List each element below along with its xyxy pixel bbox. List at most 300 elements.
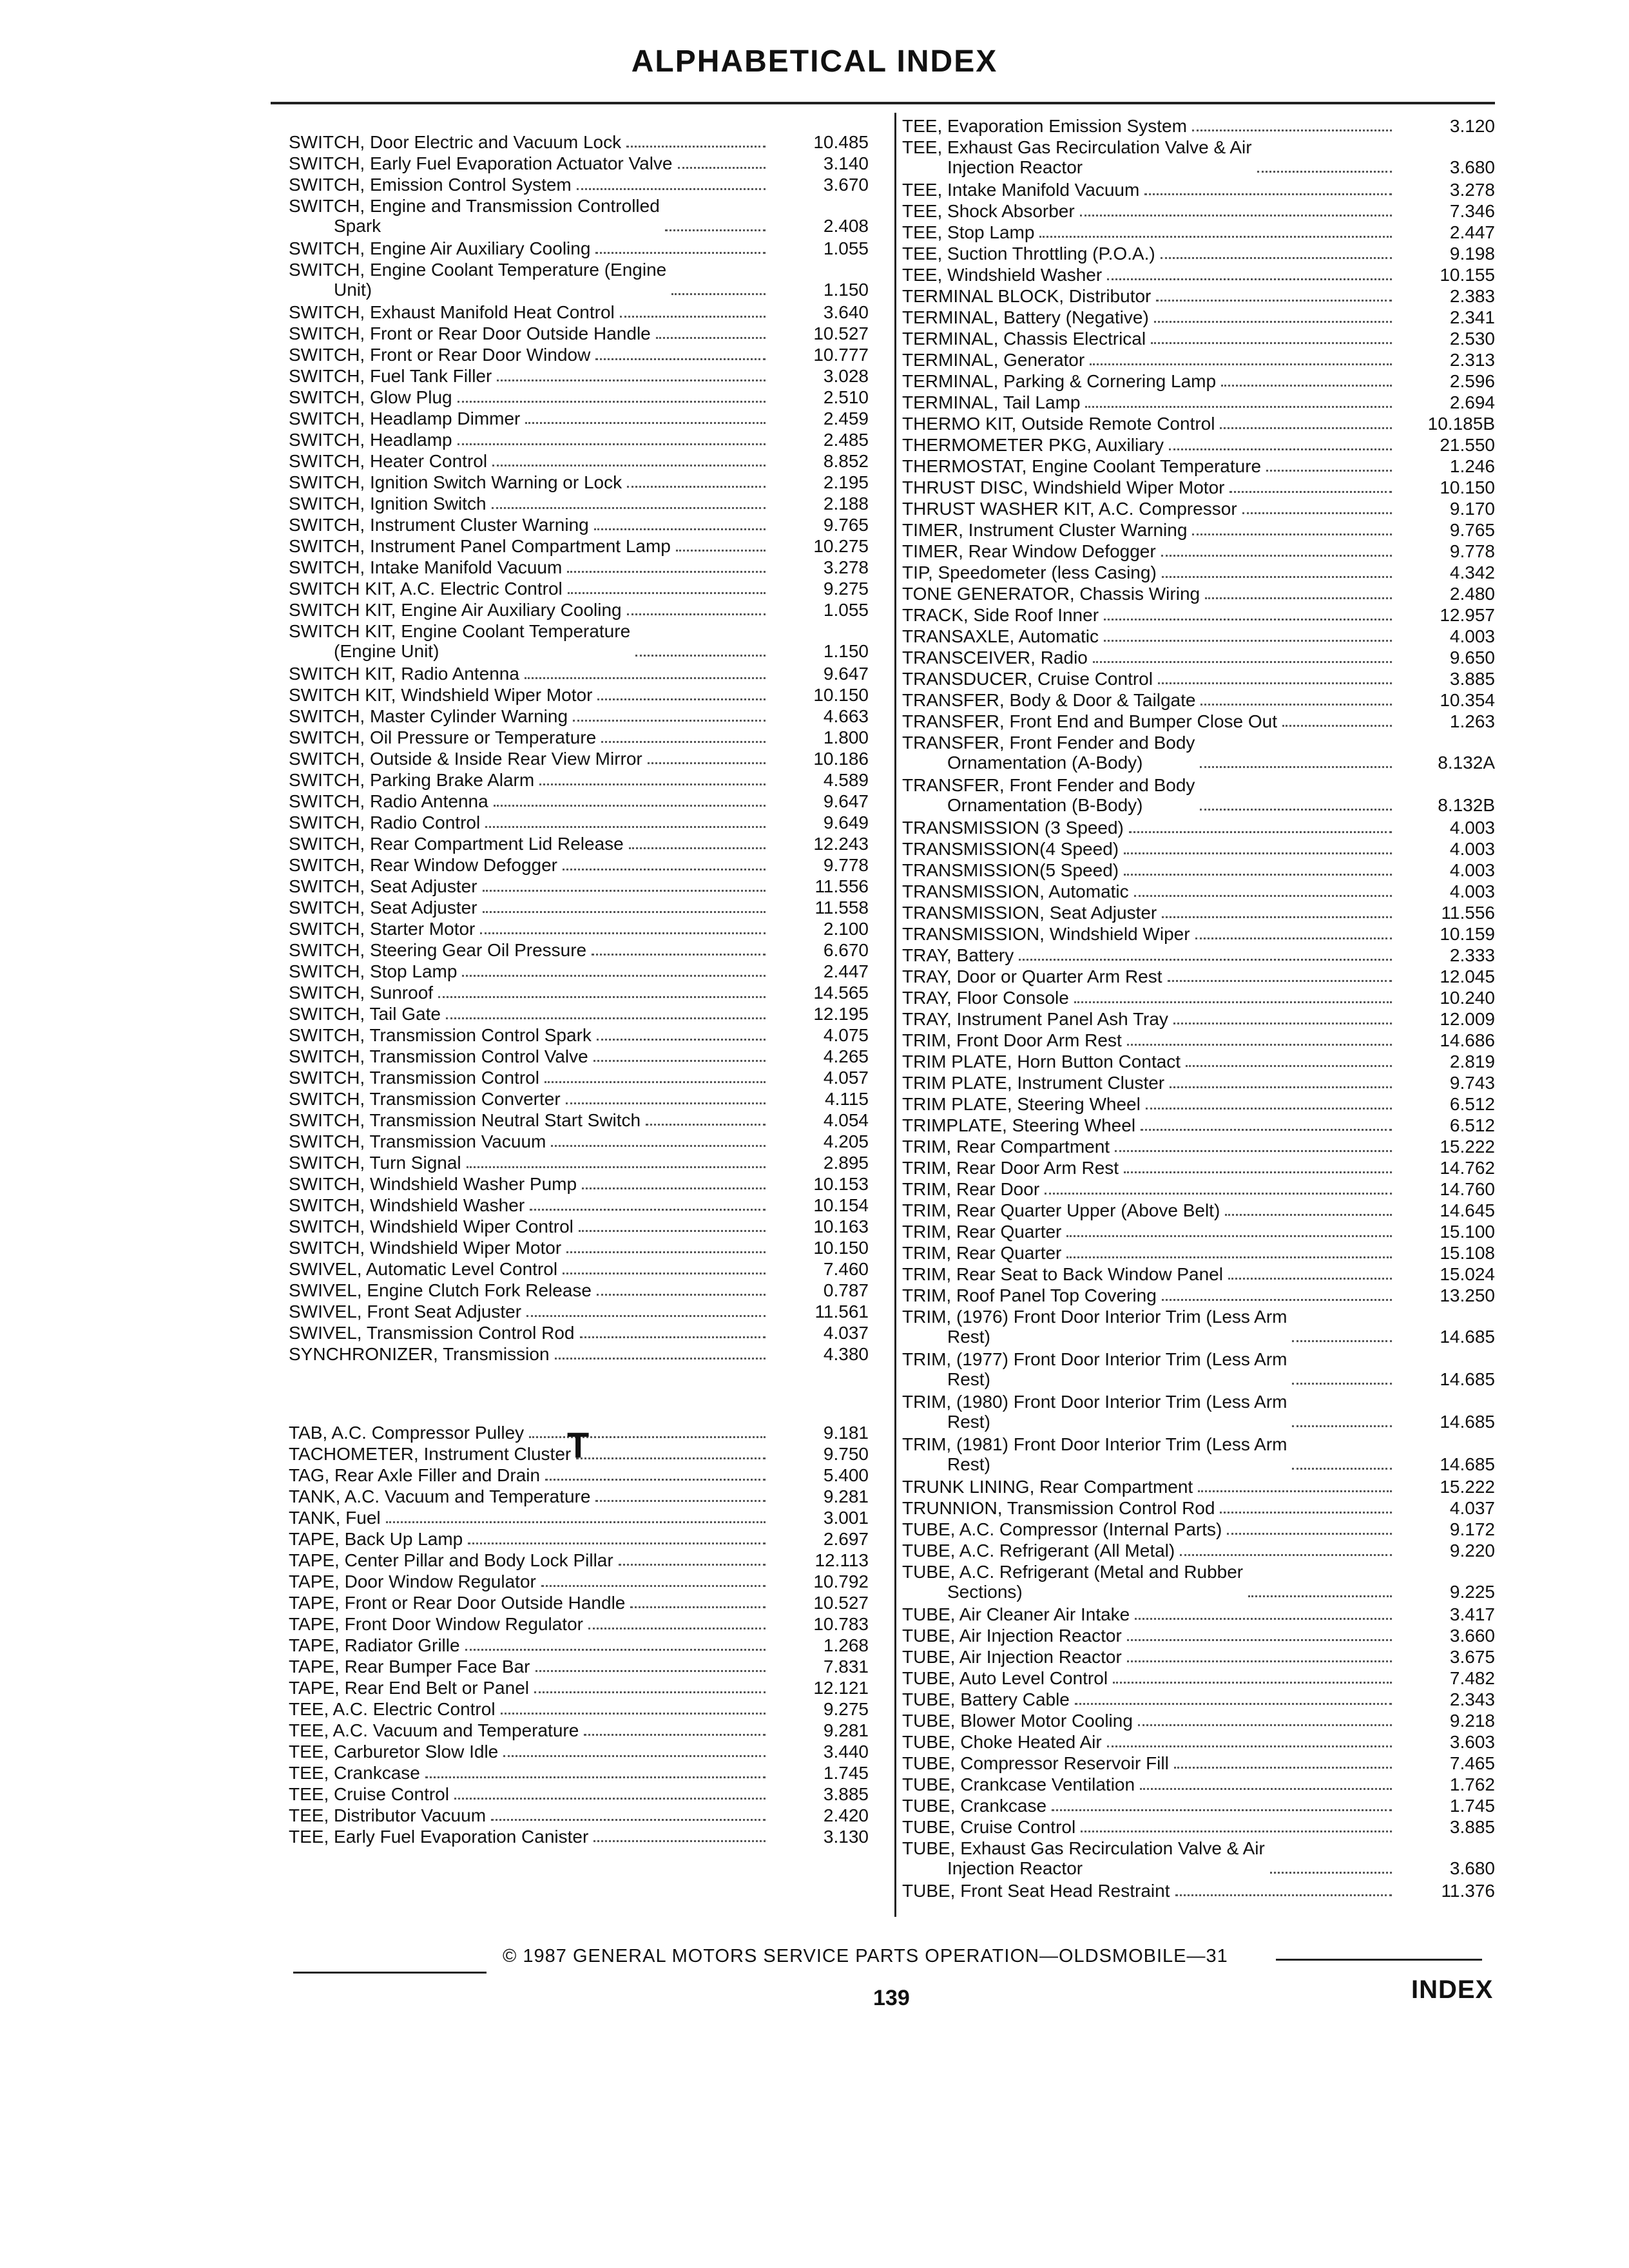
entry-text: TRANSMISSION(4 Speed) xyxy=(902,839,1119,859)
entry-reference-number: 3.680 xyxy=(1449,1858,1495,1878)
index-entry xyxy=(902,1753,1495,1773)
entry-label xyxy=(902,137,1392,177)
dot-leader xyxy=(386,1521,766,1523)
entry-text: TUBE, Air Injection Reactor xyxy=(902,1647,1122,1667)
entry-label xyxy=(289,1614,766,1634)
entry-text: TAPE, Door Window Regulator xyxy=(289,1571,536,1592)
entry-reference-number: 9.172 xyxy=(1449,1519,1495,1539)
entry-label xyxy=(902,818,1392,838)
dot-leader xyxy=(1161,555,1392,557)
entry-text: TRANSCEIVER, Radio xyxy=(902,648,1088,668)
entry-text: TUBE, Crankcase Ventilation xyxy=(902,1774,1135,1794)
entry-reference-number: 0.787 xyxy=(823,1280,869,1300)
column-divider xyxy=(894,113,896,1917)
entry-reference-number: 1.055 xyxy=(823,600,869,620)
entry-reference-number: 3.417 xyxy=(1449,1604,1495,1624)
dot-leader xyxy=(539,783,766,785)
entry-label xyxy=(289,153,766,173)
entry-text: SWITCH, Engine Coolant Temperature (Engine Unit) xyxy=(289,260,667,300)
entry-label xyxy=(902,201,1392,221)
dot-leader xyxy=(1104,619,1392,620)
entry-reference-number: 12.195 xyxy=(813,1004,869,1024)
dot-leader xyxy=(1205,597,1392,599)
dot-leader xyxy=(1221,385,1392,387)
index-entry xyxy=(289,685,869,705)
index-entry xyxy=(289,1593,869,1613)
entry-label xyxy=(289,302,766,322)
entry-label xyxy=(289,685,766,705)
dot-leader xyxy=(1066,1235,1392,1237)
entry-reference-number: 3.885 xyxy=(1449,1817,1495,1837)
entry-reference-number: 10.792 xyxy=(813,1571,869,1592)
dot-leader xyxy=(1141,1129,1392,1131)
entry-reference-number: 6.512 xyxy=(1449,1115,1495,1135)
index-entry xyxy=(289,983,869,1003)
index-entry xyxy=(289,451,869,471)
entry-label xyxy=(289,983,766,1003)
dot-leader xyxy=(627,486,766,488)
entry-text: TRAY, Instrument Panel Ash Tray xyxy=(902,1009,1168,1029)
entry-reference-number: 14.685 xyxy=(1440,1412,1495,1432)
entry-reference-number: 15.100 xyxy=(1440,1222,1495,1242)
entry-reference-number: 4.003 xyxy=(1449,839,1495,859)
entry-reference-number: 9.275 xyxy=(823,1699,869,1720)
entry-reference-number: 1.762 xyxy=(1449,1774,1495,1794)
entry-label xyxy=(902,1030,1392,1050)
entry-text: TRIM, Rear Quarter Upper (Above Belt) xyxy=(902,1200,1220,1220)
entry-text: SWITCH, Seat Adjuster xyxy=(289,898,477,918)
index-entry xyxy=(902,1626,1495,1646)
entry-text: SWITCH, Stop Lamp xyxy=(289,961,458,981)
dot-leader xyxy=(525,422,766,424)
index-entry xyxy=(289,1302,869,1321)
entry-label xyxy=(902,1668,1392,1688)
entry-reference-number: 14.565 xyxy=(813,983,869,1003)
entry-reference-number: 3.885 xyxy=(1449,669,1495,689)
footer-rule-left xyxy=(293,1972,487,1974)
index-entry xyxy=(289,600,869,620)
entry-label xyxy=(289,515,766,535)
entry-reference-number: 6.512 xyxy=(1449,1094,1495,1114)
entry-text: TAPE, Back Up Lamp xyxy=(289,1529,463,1550)
entry-label xyxy=(902,1137,1392,1157)
entry-reference-number: 2.510 xyxy=(823,387,869,407)
dot-leader xyxy=(1039,236,1392,238)
index-entry xyxy=(289,855,869,875)
entry-label xyxy=(289,727,766,747)
dot-leader xyxy=(483,911,766,913)
index-entry xyxy=(289,727,869,747)
entry-reference-number: 2.195 xyxy=(823,472,869,492)
entry-reference-number: 9.647 xyxy=(823,664,869,684)
entry-text: SWITCH, Glow Plug xyxy=(289,387,452,407)
entry-text: TAPE, Front or Rear Door Outside Handle xyxy=(289,1593,626,1613)
entry-label xyxy=(902,1519,1392,1539)
index-entry xyxy=(902,286,1495,306)
index-entry xyxy=(902,648,1495,668)
index-entry xyxy=(902,414,1495,434)
entry-reference-number: 9.275 xyxy=(823,579,869,599)
entry-reference-number: 7.465 xyxy=(1449,1753,1495,1773)
entry-text: TRUNNION, Transmission Control Rod xyxy=(902,1498,1215,1518)
entry-label xyxy=(289,1763,766,1783)
entry-reference-number: 1.150 xyxy=(823,280,869,300)
entry-text: TEE, Exhaust Gas Recirculation Valve & Air Injection Reactor xyxy=(902,137,1252,177)
entry-label xyxy=(902,1222,1392,1242)
index-entry xyxy=(289,1486,869,1506)
index-entry xyxy=(289,196,869,236)
entry-text: TAPE, Rear End Belt or Panel xyxy=(289,1678,529,1698)
entry-text: TUBE, Exhaust Gas Recirculation Valve & Air Injection Reactor xyxy=(902,1838,1265,1878)
entry-label xyxy=(902,116,1392,136)
dot-leader xyxy=(1168,980,1392,982)
entry-reference-number: 10.777 xyxy=(813,345,869,365)
index-entry xyxy=(902,860,1495,880)
entry-label xyxy=(902,669,1392,689)
entry-reference-number: 4.075 xyxy=(823,1025,869,1045)
entry-text: TUBE, A.C. Refrigerant (Metal and Rubber Sections) xyxy=(902,1562,1244,1602)
entry-label xyxy=(902,1009,1392,1029)
entry-text: TAPE, Front Door Window Regulator xyxy=(289,1614,583,1635)
index-entry xyxy=(902,966,1495,986)
entry-label xyxy=(902,1689,1392,1709)
index-entry xyxy=(902,307,1495,327)
index-entry xyxy=(289,430,869,450)
entry-reference-number: 15.108 xyxy=(1440,1243,1495,1263)
entry-reference-number: 14.762 xyxy=(1440,1158,1495,1178)
entry-reference-number: 2.100 xyxy=(823,919,869,939)
entry-text: TEE, Shock Absorber xyxy=(902,201,1075,221)
entry-reference-number: 6.670 xyxy=(823,940,869,960)
index-entry xyxy=(902,1137,1495,1157)
entry-text: SWITCH, Engine Air Auxiliary Cooling xyxy=(289,238,591,258)
entry-label xyxy=(902,1094,1392,1114)
index-entry xyxy=(902,988,1495,1008)
index-entry xyxy=(289,1131,869,1151)
entry-reference-number: 4.003 xyxy=(1449,818,1495,838)
index-entry xyxy=(289,834,869,854)
dot-leader xyxy=(1124,1171,1392,1173)
index-entry xyxy=(289,1089,869,1109)
entry-text: SWITCH, Engine and Transmission Controlled Spark xyxy=(289,196,660,236)
entry-label xyxy=(902,1073,1392,1093)
entry-text: SWITCH, Fuel Tank Filler xyxy=(289,366,492,386)
dot-leader xyxy=(501,1713,766,1715)
index-entry xyxy=(289,1153,869,1173)
entry-text: SWITCH, Transmission Control Spark xyxy=(289,1025,592,1045)
entry-reference-number: 2.895 xyxy=(823,1153,869,1173)
entry-text: TRIM PLATE, Steering Wheel xyxy=(902,1094,1141,1114)
dot-leader xyxy=(1161,257,1392,259)
index-entry xyxy=(902,818,1495,838)
index-entry xyxy=(902,1392,1495,1432)
entry-text: TIP, Speedometer (less Casing) xyxy=(902,562,1157,582)
index-entry xyxy=(289,536,869,556)
dot-leader xyxy=(1080,215,1392,216)
entry-reference-number: 3.130 xyxy=(823,1827,869,1847)
entry-reference-number: 4.342 xyxy=(1449,562,1495,582)
index-entry xyxy=(902,1647,1495,1667)
entry-text: TUBE, Cruise Control xyxy=(902,1817,1076,1837)
entry-reference-number: 3.885 xyxy=(823,1784,869,1805)
index-entry xyxy=(289,961,869,981)
entry-label xyxy=(289,770,766,790)
entry-label xyxy=(902,1200,1392,1220)
index-entry xyxy=(289,1465,869,1485)
entry-reference-number: 1.268 xyxy=(823,1635,869,1656)
entry-text: TERMINAL, Chassis Electrical xyxy=(902,329,1146,349)
entry-label xyxy=(902,839,1392,859)
dot-leader xyxy=(595,1500,766,1502)
index-entry xyxy=(289,1699,869,1719)
dot-leader xyxy=(635,655,766,657)
index-entry xyxy=(902,1264,1495,1284)
entry-label xyxy=(289,1004,766,1024)
entry-label xyxy=(902,1158,1392,1178)
dot-leader xyxy=(630,1606,766,1608)
entry-reference-number: 9.650 xyxy=(1449,648,1495,668)
dot-leader xyxy=(1075,1703,1392,1705)
entry-text: SWITCH, Headlamp Dimmer xyxy=(289,408,521,428)
dot-leader xyxy=(446,1017,766,1019)
entry-text: THERMOMETER PKG, Auxiliary xyxy=(902,435,1164,455)
entry-text: THERMOSTAT, Engine Coolant Temperature xyxy=(902,456,1262,476)
entry-label xyxy=(902,222,1392,242)
index-entry xyxy=(289,664,869,684)
index-entry xyxy=(902,1222,1495,1242)
entry-text: TUBE, A.C. Refrigerant (All Metal) xyxy=(902,1541,1175,1561)
entry-text: TRACK, Side Roof Inner xyxy=(902,605,1099,625)
index-entry xyxy=(902,626,1495,646)
dot-leader xyxy=(665,229,766,231)
index-entry xyxy=(289,706,869,726)
dot-leader xyxy=(1144,193,1392,195)
index-entry xyxy=(289,472,869,492)
entry-label xyxy=(902,690,1392,710)
entry-label xyxy=(902,626,1392,646)
dot-leader xyxy=(1162,1299,1392,1301)
index-entry xyxy=(289,1025,869,1045)
dot-leader xyxy=(597,1294,766,1296)
entry-label xyxy=(289,1742,766,1762)
entry-text: TERMINAL, Parking & Cornering Lamp xyxy=(902,371,1217,391)
dot-leader xyxy=(620,316,766,318)
dot-leader xyxy=(555,1358,766,1360)
entry-text: SWITCH, Windshield Wiper Motor xyxy=(289,1238,562,1258)
entry-label xyxy=(289,1195,766,1215)
dot-leader xyxy=(1200,704,1392,706)
entry-label xyxy=(902,1881,1392,1901)
entry-reference-number: 15.024 xyxy=(1440,1264,1495,1284)
entry-label xyxy=(902,499,1392,519)
index-entry xyxy=(902,244,1495,264)
entry-reference-number: 12.045 xyxy=(1440,966,1495,986)
dot-leader xyxy=(1257,171,1392,173)
entry-reference-number: 2.459 xyxy=(823,408,869,428)
entry-label xyxy=(289,1571,766,1591)
entry-reference-number: 10.154 xyxy=(813,1195,869,1215)
entry-label xyxy=(289,1550,766,1570)
entry-reference-number: 9.218 xyxy=(1449,1711,1495,1731)
dot-leader xyxy=(1113,1682,1392,1684)
entry-reference-number: 4.003 xyxy=(1449,626,1495,646)
dot-leader xyxy=(529,1436,766,1438)
index-entry xyxy=(289,557,869,577)
index-entry xyxy=(902,1498,1495,1518)
section-letter-t: T xyxy=(567,1425,590,1465)
entry-text: SWITCH, Windshield Washer Pump xyxy=(289,1174,577,1194)
index-entry xyxy=(289,749,869,769)
entry-text: TUBE, Front Seat Head Restraint xyxy=(902,1881,1170,1901)
entry-text: SWITCH KIT, Windshield Wiper Motor xyxy=(289,685,593,705)
entry-label xyxy=(289,536,766,556)
entry-label xyxy=(289,132,766,152)
index-entry xyxy=(289,1657,869,1677)
entry-text: TRANSMISSION, Windshield Wiper xyxy=(902,924,1190,944)
index-entry xyxy=(902,711,1495,731)
entry-text: SWITCH KIT, Engine Air Auxiliary Cooling xyxy=(289,600,622,620)
entry-label xyxy=(902,286,1392,306)
entry-label xyxy=(902,1179,1392,1199)
index-entry xyxy=(902,1604,1495,1624)
entry-reference-number: 10.159 xyxy=(1440,924,1495,944)
index-entry xyxy=(902,1115,1495,1135)
dot-leader xyxy=(656,337,766,339)
entry-label xyxy=(289,1784,766,1804)
entry-text: SWITCH, Windshield Wiper Control xyxy=(289,1216,574,1236)
footer-copyright: © 1987 GENERAL MOTORS SERVICE PARTS OPERATION—OLDSMOBILE—31 xyxy=(503,1946,1228,1966)
entry-label xyxy=(902,966,1392,986)
entry-text: TEE, Crankcase xyxy=(289,1763,420,1783)
entry-label xyxy=(289,1486,766,1506)
entry-text: TAPE, Rear Bumper Face Bar xyxy=(289,1657,530,1677)
entry-reference-number: 2.383 xyxy=(1449,286,1495,306)
index-entry xyxy=(902,1562,1495,1602)
entry-reference-number: 1.800 xyxy=(823,727,869,747)
entry-text: TRANSMISSION, Seat Adjuster xyxy=(902,903,1157,923)
dot-leader xyxy=(541,1585,766,1587)
entry-reference-number: 4.589 xyxy=(823,770,869,790)
entry-text: TERMINAL BLOCK, Distributor xyxy=(902,286,1152,306)
entry-text: SWITCH, Seat Adjuster xyxy=(289,876,477,896)
entry-reference-number: 14.760 xyxy=(1440,1179,1495,1199)
entry-text: TUBE, Air Injection Reactor xyxy=(902,1626,1122,1646)
entry-reference-number: 7.482 xyxy=(1449,1668,1495,1688)
entry-text: SWITCH KIT, A.C. Electric Control xyxy=(289,579,563,599)
entry-label xyxy=(289,834,766,854)
dot-leader xyxy=(1129,831,1392,833)
entry-reference-number: 9.198 xyxy=(1449,244,1495,264)
index-entry xyxy=(289,1571,869,1591)
entry-label xyxy=(289,557,766,577)
entry-label xyxy=(289,323,766,343)
entry-reference-number: 15.222 xyxy=(1440,1137,1495,1157)
entry-text: SWITCH, Heater Control xyxy=(289,451,488,471)
entry-label xyxy=(902,1477,1392,1497)
entry-label xyxy=(902,1796,1392,1816)
index-entry xyxy=(902,605,1495,625)
entry-text: SWIVEL, Automatic Level Control xyxy=(289,1259,558,1279)
dot-leader xyxy=(601,741,766,743)
page-title: ALPHABETICAL INDEX xyxy=(631,44,998,79)
entry-label xyxy=(289,451,766,471)
index-entry xyxy=(289,1805,869,1825)
dot-leader xyxy=(678,167,766,169)
dot-leader xyxy=(458,443,766,445)
entry-text: TRAY, Floor Console xyxy=(902,988,1069,1008)
entry-text: TIMER, Instrument Cluster Warning xyxy=(902,520,1188,540)
entry-label xyxy=(902,307,1392,327)
entry-reference-number: 10.240 xyxy=(1440,988,1495,1008)
entry-reference-number: 4.037 xyxy=(823,1323,869,1343)
entry-reference-number: 3.680 xyxy=(1449,157,1495,177)
entry-text: SWIVEL, Front Seat Adjuster xyxy=(289,1302,522,1321)
entry-text: TRIM, Rear Quarter xyxy=(902,1222,1062,1242)
dot-leader xyxy=(573,720,766,722)
entry-label xyxy=(289,749,766,769)
entry-reference-number: 2.343 xyxy=(1449,1689,1495,1709)
entry-text: SWITCH, Parking Brake Alarm xyxy=(289,770,535,790)
index-entry xyxy=(289,408,869,428)
entry-reference-number: 2.530 xyxy=(1449,329,1495,349)
dot-leader xyxy=(494,805,766,807)
index-entry xyxy=(902,903,1495,923)
entry-reference-number: 9.647 xyxy=(823,791,869,811)
entry-reference-number: 3.660 xyxy=(1449,1626,1495,1646)
index-entry xyxy=(289,1174,869,1194)
entry-label xyxy=(902,1711,1392,1731)
dot-leader xyxy=(1292,1468,1392,1470)
entry-label xyxy=(289,387,766,407)
entry-label xyxy=(289,940,766,960)
entry-text: SWITCH, Headlamp xyxy=(289,430,452,450)
index-entry xyxy=(902,541,1495,561)
index-entry xyxy=(902,924,1495,944)
entry-reference-number: 2.447 xyxy=(1449,222,1495,242)
entry-text: SWITCH, Windshield Washer xyxy=(289,1195,525,1215)
entry-label xyxy=(289,408,766,428)
entry-reference-number: 4.205 xyxy=(823,1131,869,1151)
dot-leader xyxy=(1074,1001,1392,1003)
entry-text: TEE, Early Fuel Evaporation Canister xyxy=(289,1827,589,1847)
entry-text: TEE, Evaporation Emission System xyxy=(902,116,1187,136)
entry-label xyxy=(289,1323,766,1343)
index-entry xyxy=(289,494,869,514)
dot-leader xyxy=(1180,1554,1392,1556)
entry-text: THRUST WASHER KIT, A.C. Compressor xyxy=(902,499,1237,519)
entry-label xyxy=(902,1774,1392,1794)
dot-leader xyxy=(1124,852,1392,854)
entry-label xyxy=(289,876,766,896)
index-entry xyxy=(289,260,869,300)
entry-label xyxy=(289,664,766,684)
entry-reference-number: 2.485 xyxy=(823,430,869,450)
index-entry xyxy=(289,1550,869,1570)
entry-text: TRIM, Rear Seat to Back Window Panel xyxy=(902,1264,1223,1284)
entry-text: TUBE, Air Cleaner Air Intake xyxy=(902,1604,1130,1624)
entry-label xyxy=(289,1444,766,1464)
entry-reference-number: 5.400 xyxy=(823,1465,869,1486)
index-entry xyxy=(902,881,1495,901)
index-entry xyxy=(289,1508,869,1528)
entry-text: TAG, Rear Axle Filler and Drain xyxy=(289,1465,541,1486)
entry-reference-number: 21.550 xyxy=(1440,435,1495,455)
entry-label xyxy=(902,733,1392,773)
dot-leader xyxy=(1266,470,1392,472)
index-entry xyxy=(902,1307,1495,1347)
entry-reference-number: 11.558 xyxy=(815,898,869,918)
dot-leader xyxy=(1225,1214,1392,1216)
